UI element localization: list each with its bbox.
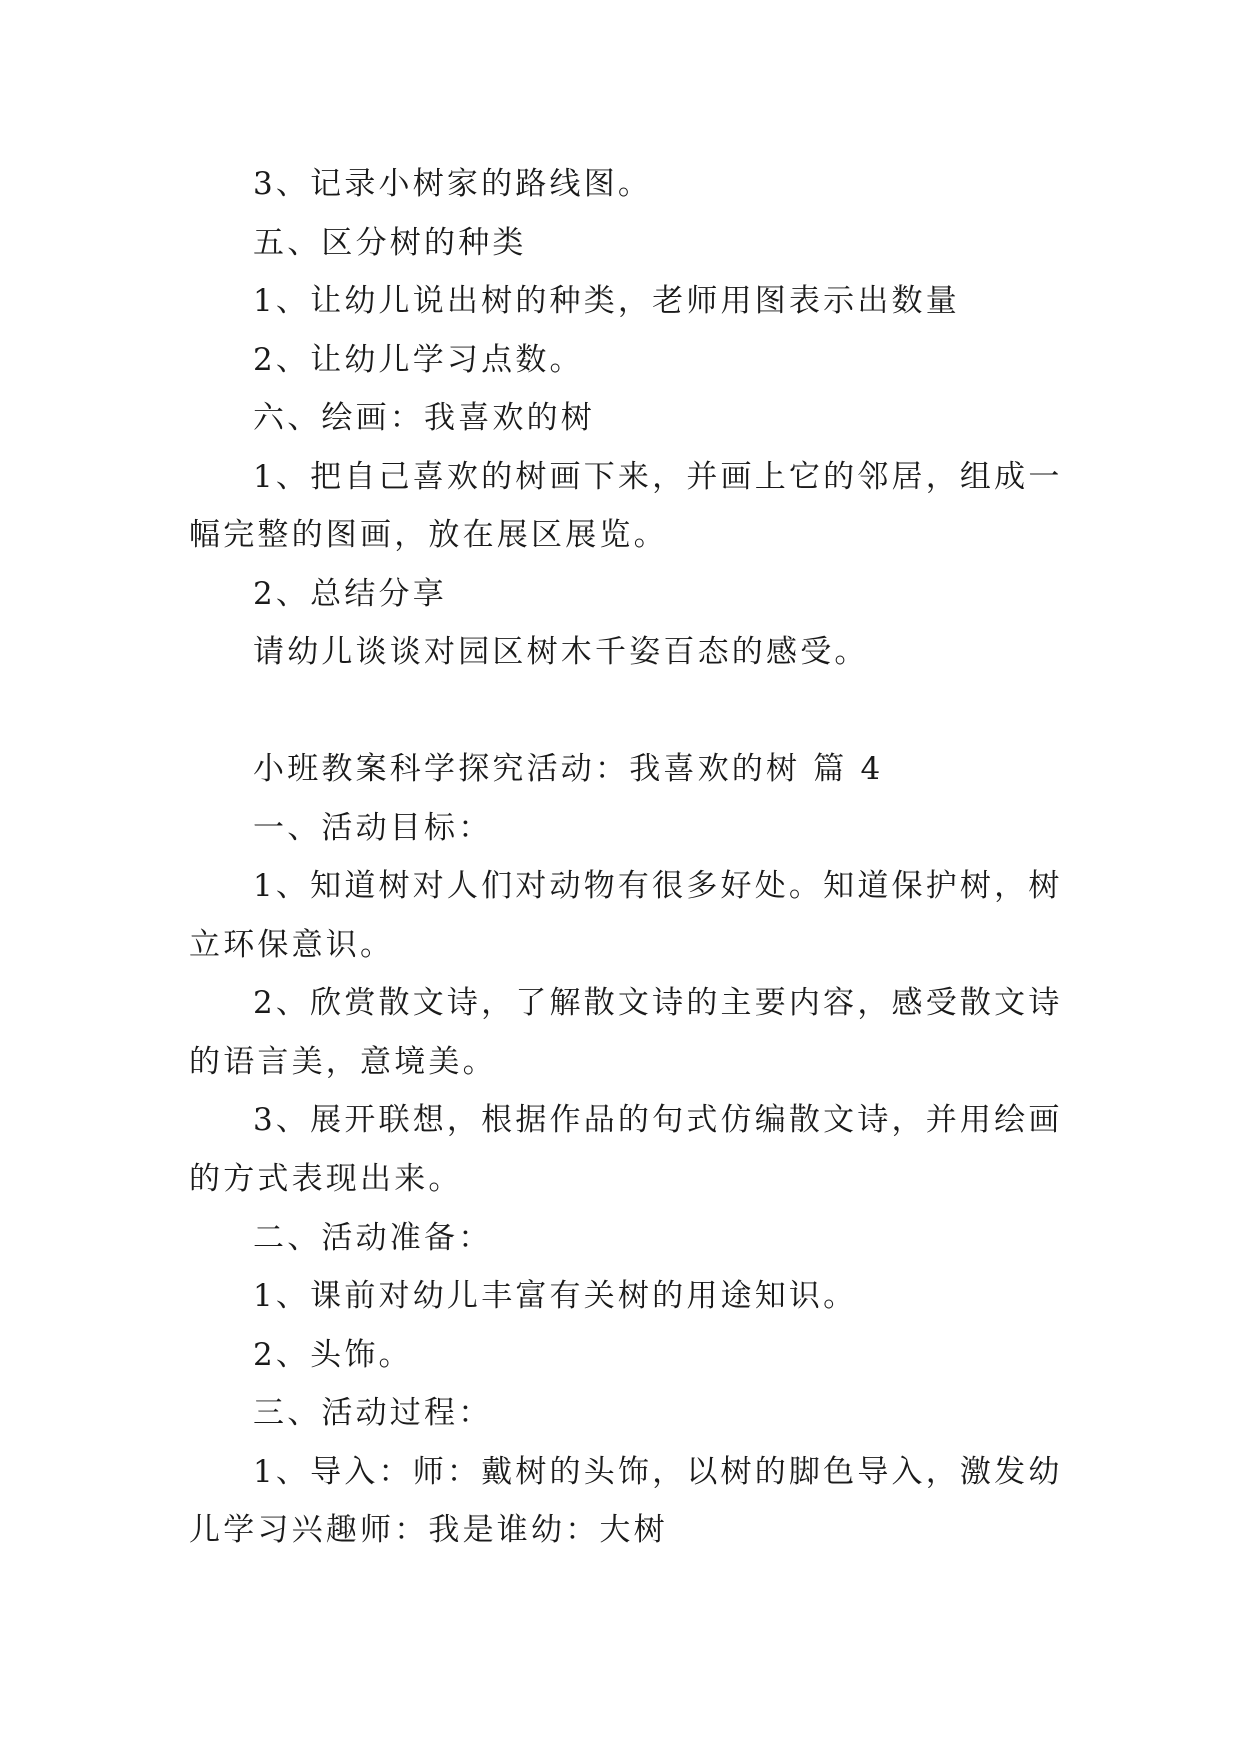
- text-line: 3、展开联想，根据作品的句式仿编散文诗，并用绘画: [253, 1102, 1063, 1138]
- text-line: 2、让幼儿学习点数。: [253, 342, 584, 378]
- section-heading: 二、活动准备：: [253, 1220, 493, 1256]
- text-line: 请幼儿谈谈对园区树木千姿百态的感受。: [253, 634, 869, 670]
- text-line: 的语言美，意境美。: [189, 1044, 497, 1080]
- section-heading: 三、活动过程：: [253, 1395, 493, 1431]
- section-heading: 五、区分树的种类: [253, 225, 527, 261]
- text-line: 2、头饰。: [253, 1337, 413, 1373]
- section-heading: 一、活动目标：: [253, 810, 493, 846]
- article-title: 小班教案科学探究活动：我喜欢的树 篇 4: [253, 751, 884, 787]
- text-line: 1、让幼儿说出树的种类，老师用图表示出数量: [253, 283, 960, 319]
- text-line: 1、知道树对人们对动物有很多好处。知道保护树，树: [253, 868, 1063, 904]
- text-line: 立环保意识。: [189, 927, 395, 963]
- text-line: 1、把自己喜欢的树画下来，并画上它的邻居，组成一: [253, 459, 1063, 495]
- text-line: 的方式表现出来。: [189, 1161, 463, 1197]
- text-line: 2、总结分享: [253, 576, 447, 612]
- text-line: 3、记录小树家的路线图。: [253, 166, 653, 202]
- text-line: 2、欣赏散文诗，了解散文诗的主要内容，感受散文诗: [253, 985, 1063, 1021]
- text-line: 1、课前对幼儿丰富有关树的用途知识。: [253, 1278, 858, 1314]
- text-line: 1、导入：师：戴树的头饰，以树的脚色导入，激发幼: [253, 1454, 1063, 1490]
- section-heading: 六、绘画：我喜欢的树: [253, 400, 595, 436]
- text-line: 儿学习兴趣师：我是谁幼：大树: [189, 1512, 668, 1548]
- text-line: 幅完整的图画，放在展区展览。: [189, 517, 668, 553]
